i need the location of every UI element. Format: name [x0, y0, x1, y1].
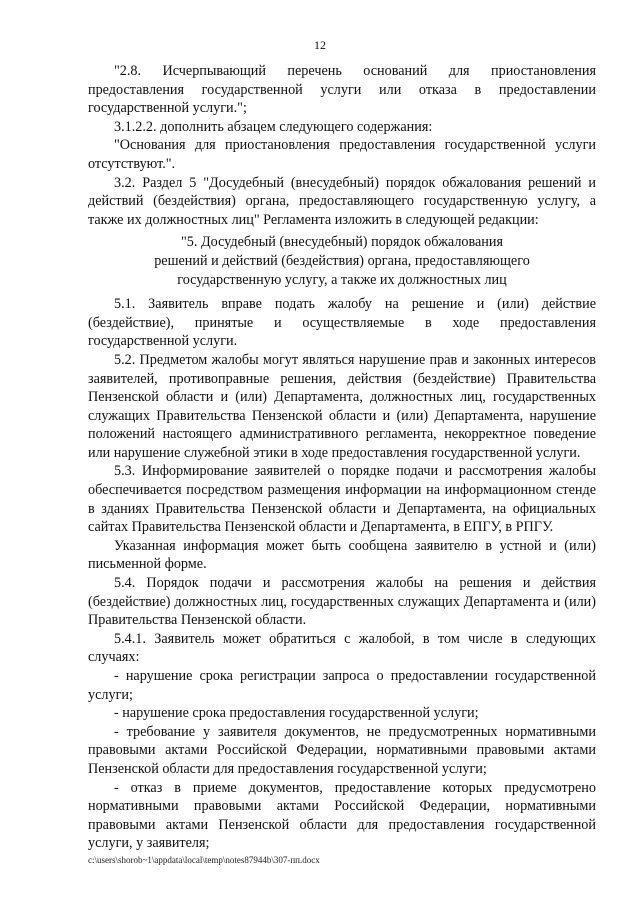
list-item: - отказ в приеме документов, предоставление которых предусмотрено нормативными правовыми актами Российской Федерации, нормативными правовыми актами Пензенской области для предоставления государственной услуги, у заявителя;: [88, 779, 596, 852]
paragraph: 5.3. Информирование заявителей о порядке подачи и рассмотрения жалобы обеспечивается посредством размещения информации на информационном стенде в зданиях Правительства Пензенской области и Департамента, на официальных сайтах Правительства Пензенской области и Департамента, в ЕПГУ, в РПГУ.: [88, 463, 596, 536]
paragraph: 5.1. Заявитель вправе подать жалобу на решение и (или) действие (бездействие), принятые и осуществляемые в ходе предоставления государственной услуги.: [88, 296, 596, 350]
paragraph: 5.4. Порядок подачи и рассмотрения жалобы на решения и действия (бездействие) должностных лиц, государственных служащих Департамента и (или) Правительства Пензенской области.: [88, 575, 596, 629]
paragraph: 3.2. Раздел 5 "Досудебный (внесудебный) порядок обжалования решений и действий (бездействия) органа, предоставляющего государственную услугу, а также их должностных лиц" Регламента изложить в следующей редакции:: [88, 174, 596, 228]
paragraph: 5.4.1. Заявитель может обратиться с жалобой, в том числе в следующих случаях:: [88, 630, 596, 666]
paragraph: "Основания для приостановления предоставления государственной услуги отсутствуют.".: [88, 137, 596, 172]
section-heading-line: "5. Досудебный (внесудебный) порядок обжалования: [180, 234, 504, 251]
paragraph: 3.1.2.2. дополнить абзацем следующего содержания:: [114, 118, 433, 135]
list-item: - нарушение срока регистрации запроса о предоставлении государственной услуги;: [88, 668, 596, 703]
section-heading: [88, 233, 596, 289]
paragraph: Указанная информация может быть сообщена заявителю в устной и (или) письменной форме.: [88, 537, 596, 573]
document-body: [88, 62, 596, 853]
section-heading-line: решений и действий (бездействия) органа, предоставляющего: [154, 252, 530, 269]
file-path-footer: c:\users\shorob~1\appdata\local\temp\notes87944b\307-пп.docx: [88, 855, 320, 865]
page-number: 12: [314, 38, 326, 52]
list-item: - требование у заявителя документов, не предусмотренных нормативными правовыми актами Российской Федерации, нормативными правовыми актами Пензенской области для предоставления государственной услуги;: [88, 723, 596, 777]
paragraph: 5.2. Предметом жалобы могут являться нарушение прав и законных интересов заявителей, противоправные решения, действия (бездействие) Правительства Пензенской области и (или) Департамента, должностных лиц, государственных служащих Правительства Пензенской области и (или) Департамента, нарушение положений настоящего административного регламента, некорректное поведение или нарушение служебной этики в ходе предоставления государственной услуги.: [88, 351, 596, 461]
paragraph: "2.8. Исчерпывающий перечень оснований для приостановления предоставления государственной услуги или отказа в предоставлении государственной услуги.";: [88, 63, 596, 117]
section-heading-line: государственную услугу, а также их должностных лиц: [177, 271, 507, 288]
list-item: - нарушение срока предоставления государственной услуги;: [114, 705, 479, 722]
